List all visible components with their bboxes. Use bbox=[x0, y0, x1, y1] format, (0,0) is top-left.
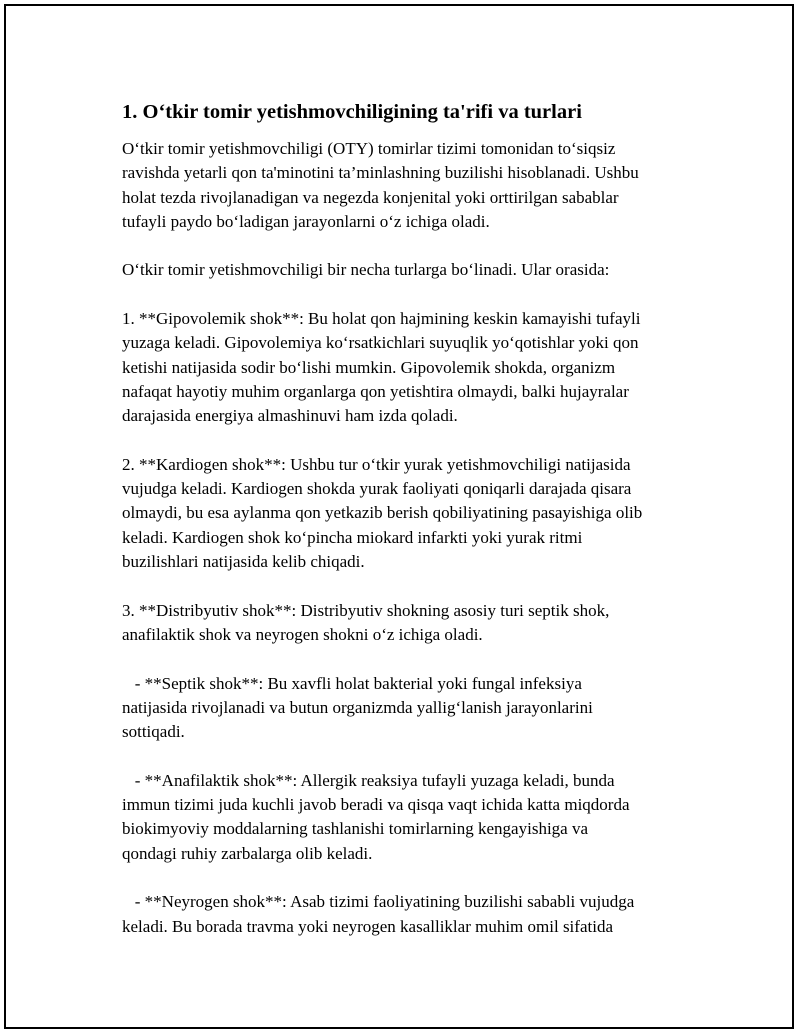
section-heading: 1. O‘tkir tomir yetishmovchiligining ta'rifi va turlari bbox=[122, 101, 582, 123]
paragraph-anaphylactic-shock: - **Anafilaktik shok**: Allergik reaksiya tufayli yuzaga keladi, bunda immun tizimi juda kuchli javob beradi va qisqa vaqt ichida katta miqdorda biokimyoviy moddalarning tashlanishi tomirlarning kengayishiga va qondagi ruhiy zarbalarga olib keladi. bbox=[122, 770, 630, 863]
paragraph-types-intro: O‘tkir tomir yetishmovchiligi bir necha turlarga bo‘linadi. Ular orasida: bbox=[122, 260, 610, 280]
paragraph-definition: O‘tkir tomir yetishmovchiligi (OTY) tomirlar tizimi tomonidan to‘siqsiz ravishda yetarli qon ta'minotini ta’minlashning buzilishi hisoblanadi. Ushbu holat tezda rivojlanadigan va negezda konjenital yoki orttirilgan sabablar tufayli paydo bo‘ladigan jarayonlarni o‘z ichiga oladi. bbox=[122, 139, 639, 231]
paragraph-cardiogenic-shock: 2. **Kardiogen shok**: Ushbu tur o‘tkir yurak yetishmovchiligi natijasida vujudga keladi. Kardiogen shokda yurak faoliyati qoniqarli darajada qisara olmaydi, bu esa aylanma qon yetkazib berish qobiliyatining pasayishiga olib keladi. Kardiogen shok ko‘pincha miokard infarkti yoki yurak ritmi buzilishlari natijasida kelib chiqadi. bbox=[122, 454, 643, 572]
paragraph-septic-shock: - **Septik shok**: Bu xavfli holat bakterial yoki fungal infeksiya natijasida rivojlanadi va butun organizmda yallig‘lanish jarayonlarini sottiqadi. bbox=[122, 673, 593, 742]
page-frame bbox=[4, 4, 794, 1029]
paragraph-hypovolemic-shock: 1. **Gipovolemik shok**: Bu holat qon hajmining keskin kamayishi tufayli yuzaga keladi. Gipovolemiya ko‘rsatkichlari suyuqlik yo‘qotishlar yoki qon ketishi natijasida sodir bo‘lishi mumkin. Gipovolemik shokda, organizm nafaqat hayotiy muhim organlarga qon yetishtira olmaydi, balki hujayralar darajasida energiya almashinuvi ham izda qoladi. bbox=[122, 309, 641, 426]
document-body bbox=[122, 98, 702, 963]
paragraph-distributive-shock: 3. **Distribyutiv shok**: Distribyutiv shokning asosiy turi septik shok, anafilaktik shok va neyrogen shokni o‘z ichiga oladi. bbox=[122, 600, 610, 644]
paragraph-neurogenic-shock: - **Neyrogen shok**: Asab tizimi faoliyatining buzilishi sababli vujudga keladi. Bu borada travma yoki neyrogen kasalliklar muhim omil sifatida bbox=[122, 892, 635, 936]
